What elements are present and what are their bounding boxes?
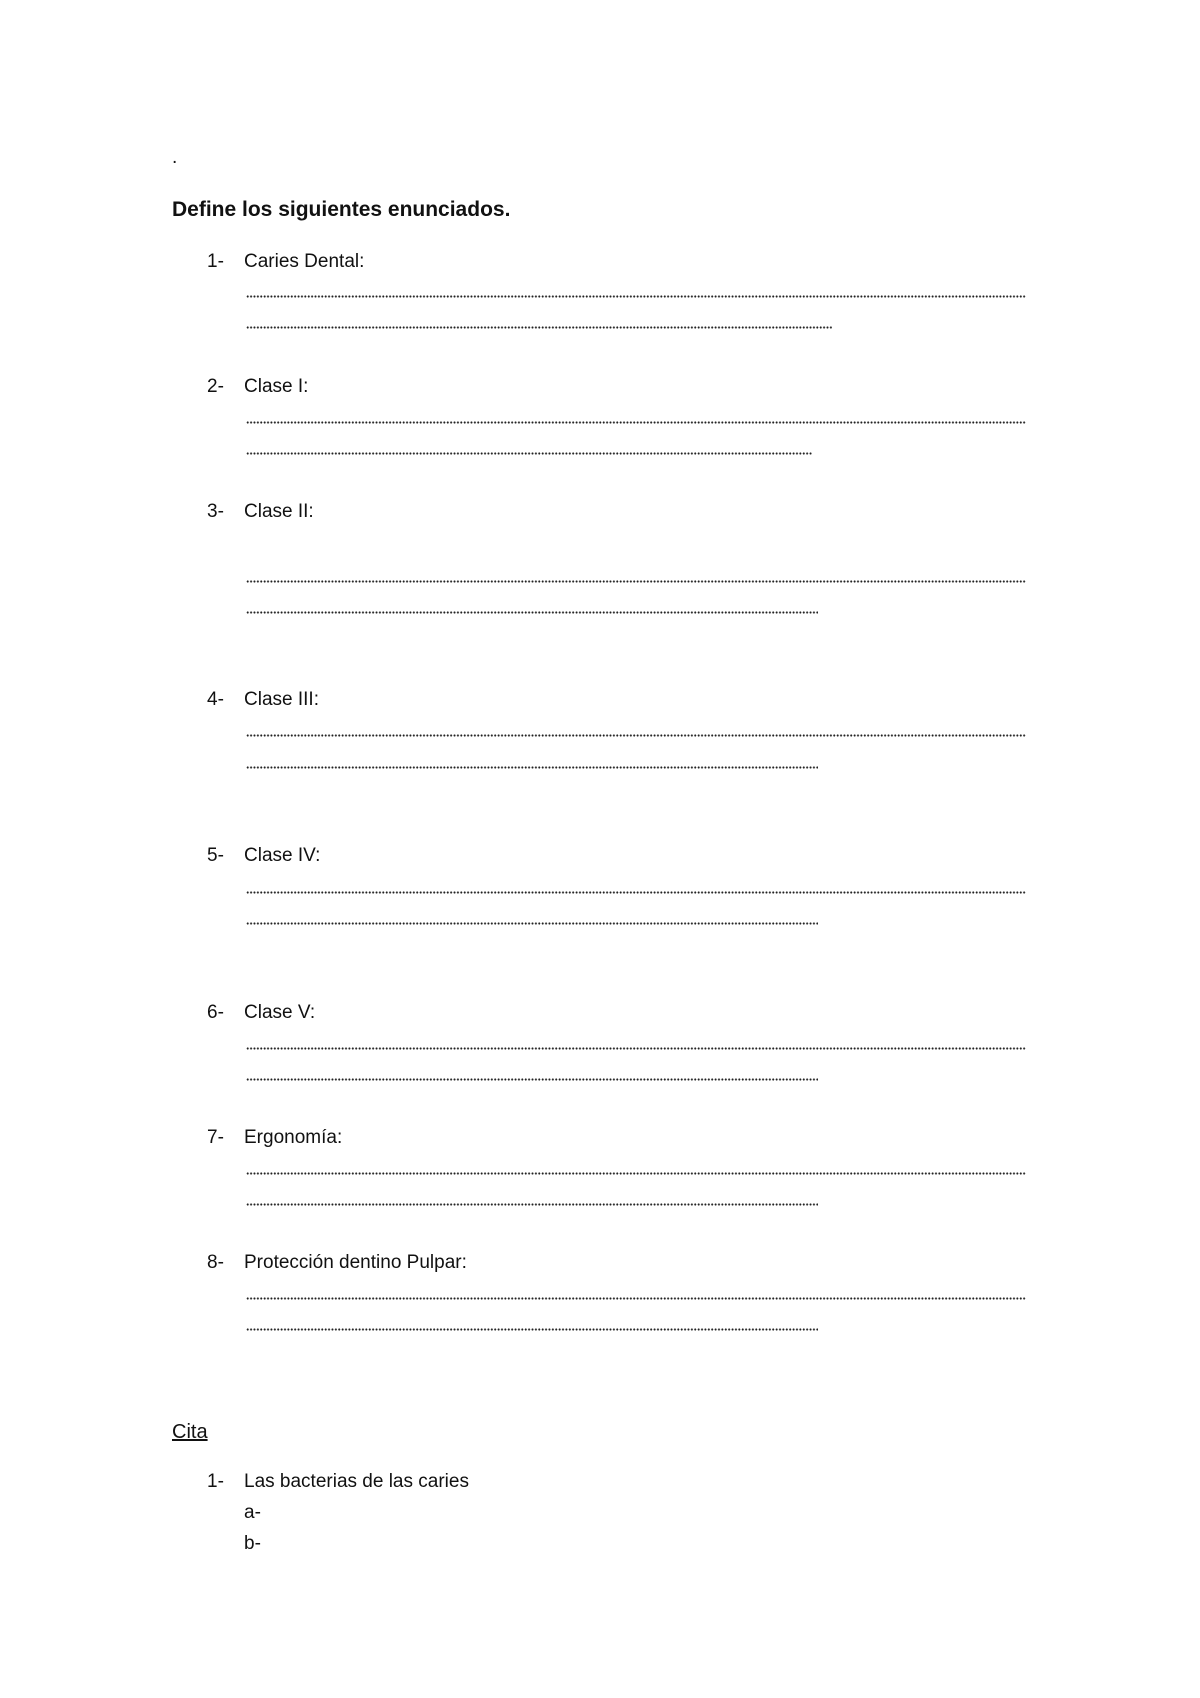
page-title: Define los siguientes enunciados.: [172, 198, 511, 221]
answer-line[interactable]: [246, 421, 1026, 424]
item-label: Clase I:: [244, 376, 309, 397]
item-number: 4-: [207, 689, 224, 710]
answer-line[interactable]: [246, 1297, 1026, 1300]
section-title-cita: Cita: [172, 1421, 208, 1443]
answer-line[interactable]: [246, 326, 832, 329]
answer-line[interactable]: [246, 1203, 818, 1206]
answer-line[interactable]: [246, 1172, 1026, 1175]
answer-line[interactable]: [246, 922, 818, 925]
answer-line[interactable]: [246, 891, 1026, 894]
item-label: Protección dentino Pulpar:: [244, 1252, 467, 1273]
answer-line[interactable]: [246, 766, 818, 769]
item-number: 3-: [207, 501, 224, 522]
answer-line[interactable]: [246, 452, 812, 455]
answer-line[interactable]: [246, 611, 818, 614]
item-label: Clase II:: [244, 501, 314, 522]
cita-item-label: Las bacterias de las caries: [244, 1471, 469, 1492]
item-label: Clase III:: [244, 689, 319, 710]
item-number: 8-: [207, 1252, 224, 1273]
item-number: 2-: [207, 376, 224, 397]
item-number: 1-: [207, 251, 224, 272]
item-label: Clase V:: [244, 1002, 316, 1023]
item-label: Ergonomía:: [244, 1127, 343, 1148]
answer-line[interactable]: [246, 1328, 818, 1331]
answer-line[interactable]: [246, 580, 1026, 583]
item-label: Caries Dental:: [244, 251, 365, 272]
cita-sub-item-a: a-: [244, 1502, 261, 1523]
item-number: 6-: [207, 1002, 224, 1023]
item-label: Clase IV:: [244, 845, 321, 866]
page-mark: .: [172, 147, 178, 168]
answer-line[interactable]: [246, 1078, 818, 1081]
answer-line[interactable]: [246, 1047, 1026, 1050]
cita-item-number: 1-: [207, 1471, 224, 1492]
item-number: 7-: [207, 1127, 224, 1148]
answer-line[interactable]: [246, 734, 1026, 737]
item-number: 5-: [207, 845, 224, 866]
answer-line[interactable]: [246, 295, 1026, 298]
cita-sub-item-b: b-: [244, 1533, 261, 1554]
